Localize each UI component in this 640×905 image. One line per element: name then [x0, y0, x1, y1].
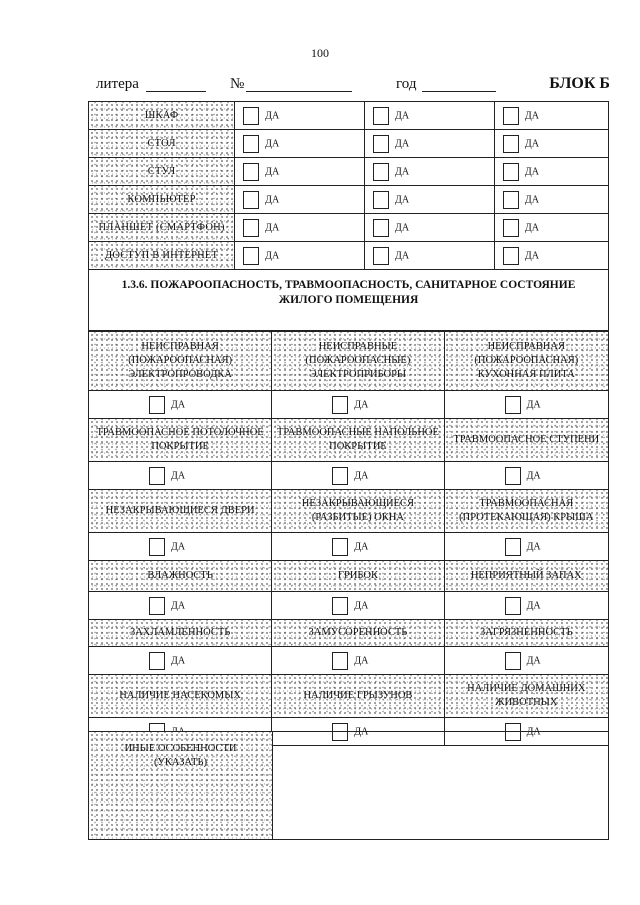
device-1-col-1-checkbox[interactable]: [365, 135, 409, 153]
checkbox-square[interactable]: [149, 597, 165, 615]
device-1-col-0-checkbox[interactable]: [235, 135, 279, 153]
condition-check-row: [89, 533, 609, 561]
condition-label-row: [89, 490, 609, 533]
condition-label: [89, 419, 272, 462]
condition-2-2-checkbox[interactable]: [445, 538, 541, 556]
condition-label-row: [89, 675, 609, 718]
condition-label: [444, 675, 608, 718]
condition-4-1-checkbox[interactable]: [272, 652, 368, 670]
device-2-col-2-checkbox[interactable]: [495, 163, 539, 181]
conditions-table: [88, 331, 609, 746]
other-features-label: [89, 732, 273, 840]
device-option-cell: [365, 242, 495, 270]
condition-label-text: НЕИСПРАВНАЯ (ПОЖАРООПАСНАЯ) КУХОННАЯ ПЛИТА: [474, 341, 579, 380]
yes-label: ДА: [395, 250, 410, 261]
litera-field[interactable]: [146, 91, 206, 92]
condition-1-1-checkbox[interactable]: [272, 467, 368, 485]
device-option-cell: [235, 102, 365, 130]
device-row: [89, 242, 609, 270]
condition-label: [272, 490, 444, 533]
condition-label-text: НЕЗАКРЫВАЮЩИЕСЯ ДВЕРИ: [105, 505, 255, 516]
device-option-cell: [235, 186, 365, 214]
condition-label-text: ТРАВМООПАСНЫЕ НАПОЛЬНОЕ ПОКРЫТИЕ: [276, 427, 439, 452]
checkbox-square[interactable]: [332, 538, 348, 556]
yes-label: ДА: [395, 222, 410, 233]
device-option-cell: [494, 242, 608, 270]
condition-label-text: ЗАМУСОРЕННОСТЬ: [308, 627, 408, 638]
condition-check-row: [89, 391, 609, 419]
checkbox-square[interactable]: [505, 467, 521, 485]
condition-label-text: НАЛИЧИЕ НАСЕКОМЫХ: [119, 690, 242, 701]
yes-label: ДА: [265, 194, 280, 205]
device-4-col-1-checkbox[interactable]: [365, 219, 409, 237]
checkbox-square[interactable]: [332, 467, 348, 485]
other-features-label-line1: ИНЫЕ ОСОБЕННОСТИ: [124, 743, 237, 754]
yes-label: ДА: [171, 399, 186, 410]
checkbox-square[interactable]: [373, 219, 389, 237]
checkbox-square[interactable]: [373, 163, 389, 181]
device-2-col-0-checkbox[interactable]: [235, 163, 279, 181]
yes-label: ДА: [524, 110, 539, 121]
device-option-cell: [494, 102, 608, 130]
condition-option-cell: [272, 533, 444, 561]
device-3-col-0-checkbox[interactable]: [235, 191, 279, 209]
yes-label: ДА: [354, 655, 369, 666]
checkbox-square[interactable]: [243, 191, 259, 209]
device-5-col-1-checkbox[interactable]: [365, 247, 409, 265]
condition-option-cell: [272, 391, 444, 419]
yes-label: ДА: [395, 166, 410, 177]
yes-label: ДА: [526, 655, 541, 666]
section-title-line2: ЖИЛОГО ПОМЕЩЕНИЯ: [278, 294, 419, 306]
condition-label: [89, 490, 272, 533]
condition-option-cell: [444, 391, 608, 419]
device-option-cell: [235, 214, 365, 242]
condition-1-0-checkbox[interactable]: [89, 467, 185, 485]
device-option-cell: [235, 158, 365, 186]
condition-label-text: НЕЗАКРЫВАЮЩИЕСЯ (РАЗБИТЫЕ) ОКНА: [301, 498, 415, 523]
device-label: ДОСТУП В ИНТЕРНЕТ: [89, 242, 235, 270]
block-label: БЛОК Б: [549, 75, 610, 92]
condition-label: [444, 419, 608, 462]
device-3-col-1-checkbox[interactable]: [365, 191, 409, 209]
condition-label-text: НАЛИЧИЕ ДОМАШНИХ ЖИВОТНЫХ: [467, 683, 586, 708]
device-row: [89, 102, 609, 130]
condition-option-cell: [444, 647, 608, 675]
device-1-col-2-checkbox[interactable]: [495, 135, 539, 153]
yes-label: ДА: [354, 470, 369, 481]
yes-label: ДА: [171, 655, 186, 666]
checkbox-square[interactable]: [505, 597, 521, 615]
condition-label: [89, 675, 272, 718]
condition-label: [272, 675, 444, 718]
condition-0-2-checkbox[interactable]: [445, 396, 541, 414]
condition-label-text: ТРАВМООПАСНОЕ ПОТОЛОЧНОЕ ПОКРЫТИЕ: [96, 427, 264, 452]
year-field[interactable]: [422, 91, 496, 92]
yes-label: ДА: [526, 399, 541, 410]
device-label: ПЛАНШЕТ (СМАРТФОН): [89, 214, 235, 242]
other-features-label-line2: (УКАЗАТЬ): [153, 757, 208, 768]
device-5-col-2-checkbox[interactable]: [495, 247, 539, 265]
condition-label-row: [89, 332, 609, 391]
yes-label: ДА: [265, 138, 280, 149]
condition-3-0-checkbox[interactable]: [89, 597, 185, 615]
checkbox-square[interactable]: [505, 538, 521, 556]
device-label: КОМПЬЮТЕР: [89, 186, 235, 214]
number-label: №: [230, 76, 245, 92]
condition-option-cell: [89, 592, 272, 620]
condition-label: [444, 490, 608, 533]
devices-table: [88, 101, 609, 270]
document-header: [96, 76, 610, 96]
device-label: ШКАФ: [89, 102, 235, 130]
checkbox-square[interactable]: [373, 247, 389, 265]
condition-2-0-checkbox[interactable]: [89, 538, 185, 556]
device-3-col-2-checkbox[interactable]: [495, 191, 539, 209]
condition-label-text: ЗАХЛАМЛЕННОСТЬ: [129, 627, 231, 638]
year-label: год: [396, 76, 417, 92]
condition-label-row: [89, 419, 609, 462]
condition-option-cell: [89, 647, 272, 675]
condition-option-cell: [272, 647, 444, 675]
condition-4-0-checkbox[interactable]: [89, 652, 185, 670]
yes-label: ДА: [524, 250, 539, 261]
condition-label-row: [89, 620, 609, 647]
device-5-col-0-checkbox[interactable]: [235, 247, 279, 265]
yes-label: ДА: [265, 222, 280, 233]
device-option-cell: [365, 214, 495, 242]
checkbox-square[interactable]: [505, 652, 521, 670]
condition-option-cell: [444, 533, 608, 561]
condition-label: [444, 620, 608, 647]
condition-label-text: НАЛИЧИЕ ГРЫЗУНОВ: [303, 690, 413, 701]
device-option-cell: [494, 130, 608, 158]
condition-label: [272, 332, 444, 391]
condition-check-row: [89, 592, 609, 620]
yes-label: ДА: [524, 138, 539, 149]
device-0-col-2-checkbox[interactable]: [495, 107, 539, 125]
yes-label: ДА: [265, 110, 280, 121]
condition-label-text: НЕПРИЯТНЫЙ ЗАПАХ: [470, 570, 582, 581]
checkbox-square[interactable]: [503, 247, 519, 265]
condition-4-2-checkbox[interactable]: [445, 652, 541, 670]
condition-label-text: ГРИБОК: [337, 570, 378, 581]
device-option-cell: [365, 102, 495, 130]
yes-label: ДА: [395, 194, 410, 205]
condition-label-text: НЕИСПРАВНЫЕ (ПОЖАРООПАСНЫЕ) ЭЛЕКТРОПРИБОРЫ: [305, 341, 411, 380]
page-number: 100: [311, 46, 329, 60]
condition-label: [444, 332, 608, 391]
condition-option-cell: [272, 462, 444, 490]
condition-0-1-checkbox[interactable]: [272, 396, 368, 414]
condition-label-text: ТРАВМООПАСНОЕ СТУПЕНИ: [453, 434, 600, 445]
condition-label: [89, 332, 272, 391]
device-option-cell: [494, 186, 608, 214]
yes-label: ДА: [265, 250, 280, 261]
device-row: [89, 130, 609, 158]
checkbox-square[interactable]: [373, 107, 389, 125]
yes-label: ДА: [526, 541, 541, 552]
device-4-col-2-checkbox[interactable]: [495, 219, 539, 237]
yes-label: ДА: [395, 110, 410, 121]
condition-label-text: ЗАГРЯЗНЕННОСТЬ: [479, 627, 573, 638]
litera-label: литера: [96, 76, 139, 92]
condition-label-text: ВЛАЖНОСТЬ: [147, 570, 213, 581]
checkbox-square[interactable]: [503, 219, 519, 237]
yes-label: ДА: [354, 399, 369, 410]
checkbox-square[interactable]: [373, 135, 389, 153]
device-row: [89, 186, 609, 214]
yes-label: ДА: [526, 600, 541, 611]
section-title: [88, 269, 609, 331]
checkbox-square[interactable]: [332, 597, 348, 615]
yes-label: ДА: [526, 470, 541, 481]
checkbox-square[interactable]: [243, 219, 259, 237]
yes-label: ДА: [265, 166, 280, 177]
condition-option-cell: [89, 462, 272, 490]
yes-label: ДА: [524, 166, 539, 177]
condition-label-text: ТРАВМООПАСНАЯ (ПРОТЕКАЮЩАЯ) КРЫША: [459, 498, 594, 523]
device-4-col-0-checkbox[interactable]: [235, 219, 279, 237]
device-2-col-1-checkbox[interactable]: [365, 163, 409, 181]
yes-label: ДА: [171, 470, 186, 481]
yes-label: ДА: [171, 541, 186, 552]
device-0-col-1-checkbox[interactable]: [365, 107, 409, 125]
checkbox-square[interactable]: [243, 107, 259, 125]
checkbox-square[interactable]: [149, 652, 165, 670]
condition-option-cell: [272, 592, 444, 620]
condition-label: [89, 620, 272, 647]
device-option-cell: [365, 186, 495, 214]
device-option-cell: [494, 214, 608, 242]
checkbox-square[interactable]: [373, 191, 389, 209]
condition-1-2-checkbox[interactable]: [445, 467, 541, 485]
condition-option-cell: [444, 462, 608, 490]
condition-option-cell: [444, 592, 608, 620]
condition-label: [272, 561, 444, 592]
device-row: [89, 158, 609, 186]
section-title-line1: 1.3.6. ПОЖАРООПАСНОСТЬ, ТРАВМООПАСНОСТЬ, САНИТАРНОЕ СОСТОЯНИЕ: [121, 279, 576, 291]
checkbox-square[interactable]: [503, 107, 519, 125]
checkbox-square[interactable]: [503, 135, 519, 153]
checkbox-square[interactable]: [505, 396, 521, 414]
yes-label: ДА: [354, 600, 369, 611]
device-row: [89, 214, 609, 242]
device-option-cell: [365, 130, 495, 158]
device-option-cell: [365, 158, 495, 186]
condition-option-cell: [89, 391, 272, 419]
condition-0-0-checkbox[interactable]: [89, 396, 185, 414]
condition-label: [444, 561, 608, 592]
condition-2-1-checkbox[interactable]: [272, 538, 368, 556]
device-option-cell: [494, 158, 608, 186]
device-option-cell: [235, 130, 365, 158]
yes-label: ДА: [395, 138, 410, 149]
condition-option-cell: [89, 533, 272, 561]
condition-check-row: [89, 647, 609, 675]
yes-label: ДА: [524, 194, 539, 205]
checkbox-square[interactable]: [149, 396, 165, 414]
checkbox-square[interactable]: [149, 467, 165, 485]
checkbox-square[interactable]: [503, 163, 519, 181]
yes-label: ДА: [526, 726, 541, 737]
other-features-field[interactable]: [273, 732, 609, 840]
condition-label-text: НЕИСПРАВНАЯ (ПОЖАРООПАСНАЯ) ЭЛЕКТРОПРОВОДКА: [128, 341, 233, 380]
checkbox-square[interactable]: [243, 135, 259, 153]
other-features-table: [88, 731, 609, 840]
condition-label: [89, 561, 272, 592]
condition-3-2-checkbox[interactable]: [445, 597, 541, 615]
checkbox-square[interactable]: [332, 652, 348, 670]
checkbox-square[interactable]: [149, 538, 165, 556]
checkbox-square[interactable]: [243, 247, 259, 265]
condition-label: [272, 620, 444, 647]
condition-label-row: [89, 561, 609, 592]
checkbox-square[interactable]: [332, 396, 348, 414]
device-option-cell: [235, 242, 365, 270]
yes-label: ДА: [524, 222, 539, 233]
yes-label: ДА: [354, 541, 369, 552]
yes-label: ДА: [354, 726, 369, 737]
checkbox-square[interactable]: [503, 191, 519, 209]
condition-check-row: [89, 462, 609, 490]
checkbox-square[interactable]: [243, 163, 259, 181]
yes-label: ДА: [171, 600, 186, 611]
number-field[interactable]: [246, 91, 352, 92]
device-label: СТОЛ: [89, 130, 235, 158]
condition-label: [272, 419, 444, 462]
device-label: СТУЛ: [89, 158, 235, 186]
condition-3-1-checkbox[interactable]: [272, 597, 368, 615]
device-0-col-0-checkbox[interactable]: [235, 107, 279, 125]
